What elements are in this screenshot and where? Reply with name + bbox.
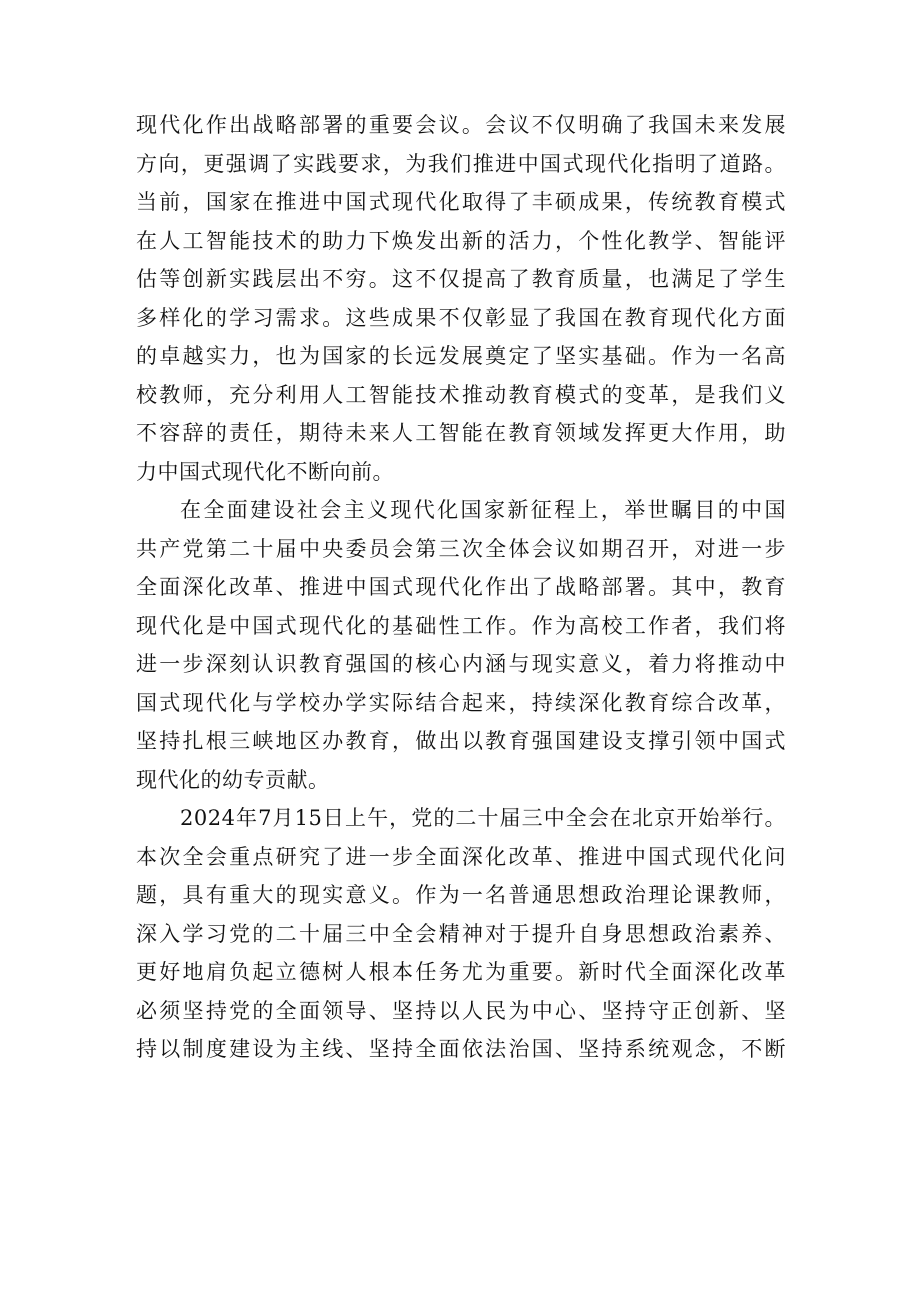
paragraph-2 xyxy=(136,491,786,799)
text-line: 当前，国家在推进中国式现代化取得了丰硕成果，传统教育模式 xyxy=(136,190,786,214)
text-line: 进一步深刻认识教育强国的核心内涵与现实意义，着力将推动中 xyxy=(136,652,786,676)
text-line: 不容辞的责任，期待未来人工智能在教育领域发挥更大作用，助 xyxy=(136,421,786,445)
text-line: 2024年7月15日上午，党的二十届三中全会在北京开始举行。 xyxy=(180,806,786,830)
text-line: 校教师，充分利用人工智能技术推动教育模式的变革，是我们义 xyxy=(136,382,786,407)
text-line: 现代化的幼专贡献。 xyxy=(136,767,330,792)
text-line: 坚持扎根三峡地区办教育，做出以教育强国建设支撑引领中国式 xyxy=(136,729,786,753)
text-line: 国式现代化与学校办学实际结合起来，持续深化教育综合改革， xyxy=(136,690,786,715)
text-line: 力中国式现代化不断向前。 xyxy=(136,459,394,484)
text-line: 现代化作出战略部署的重要会议。会议不仅明确了我国未来发展 xyxy=(136,113,786,137)
text-line: 估等创新实践层出不穷。这不仅提高了教育质量，也满足了学生 xyxy=(136,267,786,291)
paragraph-1 xyxy=(136,106,786,491)
text-line: 更好地肩负起立德树人根本任务尤为重要。新时代全面深化改革 xyxy=(136,960,786,984)
text-line: 的卓越实力，也为国家的长远发展奠定了坚实基础。作为一名高 xyxy=(136,344,786,368)
text-line: 持以制度建设为主线、坚持全面依法治国、坚持系统观念，不断 xyxy=(136,1037,786,1061)
paragraph-3 xyxy=(136,799,786,1069)
text-line: 必须坚持党的全面领导、坚持以人民为中心、坚持守正创新、坚 xyxy=(136,998,786,1023)
text-line: 现代化是中国式现代化的基础性工作。作为高校工作者，我们将 xyxy=(136,613,786,638)
text-line: 多样化的学习需求。这些成果不仅彰显了我国在教育现代化方面 xyxy=(136,305,786,330)
text-line: 在人工智能技术的助力下焕发出新的活力，个性化教学、智能评 xyxy=(136,228,786,253)
text-line: 全面深化改革、推进中国式现代化作出了战略部署。其中，教育 xyxy=(136,575,786,599)
text-line: 方向，更强调了实践要求，为我们推进中国式现代化指明了道路。 xyxy=(136,151,786,176)
text-line: 共产党第二十届中央委员会第三次全体会议如期召开，对进一步 xyxy=(136,536,786,561)
text-line: 在全面建设社会主义现代化国家新征程上，举世瞩目的中国 xyxy=(180,498,786,522)
text-line: 题，具有重大的现实意义。作为一名普通思想政治理论课教师， xyxy=(136,883,786,907)
text-line: 深入学习党的二十届三中全会精神对于提升自身思想政治素养、 xyxy=(136,921,786,946)
text-line: 本次全会重点研究了进一步全面深化改革、推进中国式现代化问 xyxy=(136,844,786,869)
document-page xyxy=(136,106,786,1069)
